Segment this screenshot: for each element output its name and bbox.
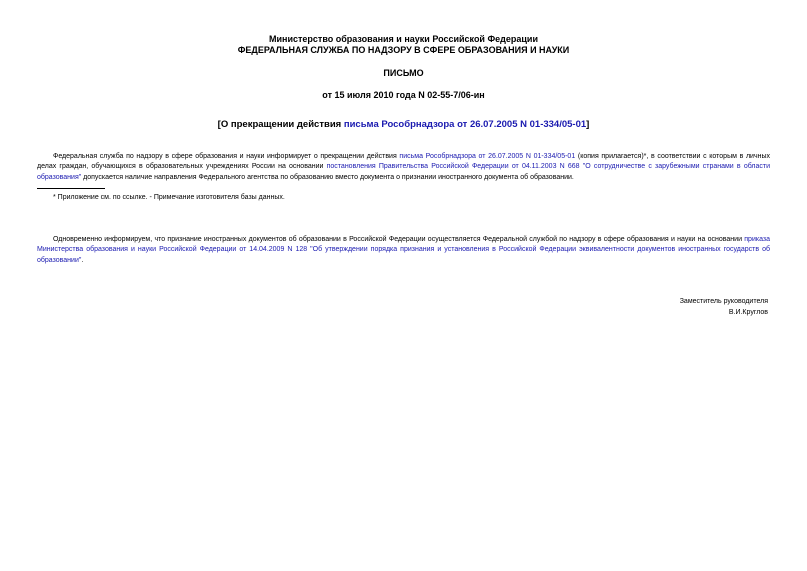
ministry-name: Министерство образования и науки Российской Федерации [269, 34, 538, 44]
document-type: ПИСЬМО [383, 68, 424, 78]
footnote-divider [37, 188, 105, 189]
signature-position: Заместитель руководителя [679, 298, 768, 305]
title-link[interactable]: письма Рособрнадзора от 26.07.2005 N 01-334/05-01 [343, 119, 587, 130]
paragraph-1 [37, 152, 770, 183]
p1-link-resolution[interactable]: постановления Правительства Российской Федерации от 04.11.2003 N 668 "О сотрудничестве с зарубежными странами в области образования" [37, 163, 771, 181]
p2-text-2: . [81, 256, 84, 264]
p1-text-2: (копия прилагается)*, в соответствии с которым в личных делах граждан, обучающихся в образовательных учреждениях России на основании [37, 153, 770, 171]
document-number: от 15 июля 2010 года N 02-55-7/06-ин [322, 90, 485, 100]
title-close: ] [586, 119, 590, 130]
footnote: * Приложение см. по ссылке. - Примечание изготовителя базы данных. [53, 194, 285, 201]
title-open: [О прекращении действия [217, 119, 344, 130]
paragraph-2 [37, 235, 770, 266]
p1-text-1: Федеральная служба по надзору в сфере образования и науки информирует о прекращении действия [53, 153, 400, 160]
signature-name: В.И.Круглов [728, 309, 768, 316]
p1-text-3: допускается наличие направления Федерального агентства по образованию вместо документа о признании иностранного документа об образовании. [81, 173, 574, 181]
p2-link-order[interactable]: приказа Министерства образования и науки Российской Федерации от 14.04.2009 N 128 "Об утверждении порядка признания и установления в Российской Федерации эквивалентности документов иностранных государств об образовании" [37, 236, 770, 264]
p1-link-letter[interactable]: письма Рособрнадзора от 26.07.2005 N 01-334/05-01 [399, 153, 576, 160]
p2-text-1: Одновременно информируем, что признание иностранных документов об образовании в Российской Федерации осуществляется Федеральной службой по надзору в сфере образования и науки на основании [53, 236, 745, 243]
service-name: ФЕДЕРАЛЬНАЯ СЛУЖБА ПО НАДЗОРУ В СФЕРЕ ОБРАЗОВАНИЯ И НАУКИ [237, 45, 570, 55]
document-title [0, 119, 807, 130]
